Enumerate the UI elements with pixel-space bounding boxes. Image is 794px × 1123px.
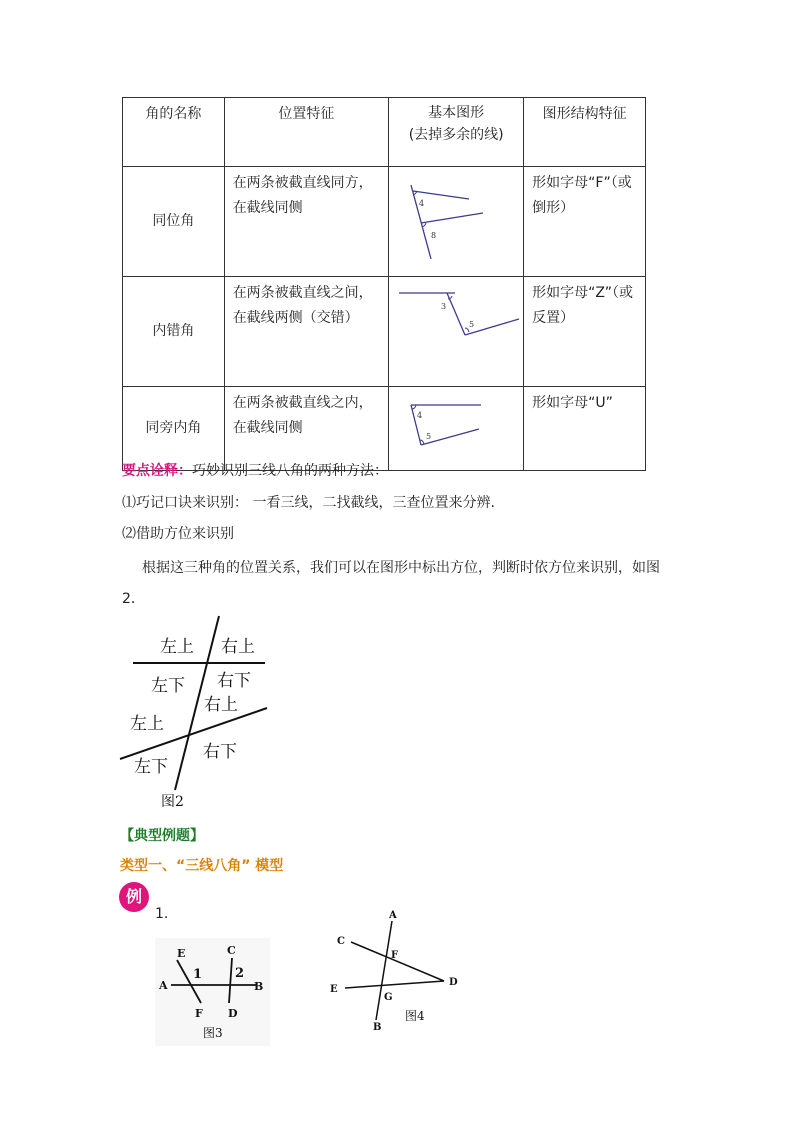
method-1: ⑴巧记口诀来识别： 一看三线，二找截线，三查位置来分辨. <box>122 495 495 511</box>
type1-heading: 类型一、“三线八角” 模型 <box>120 858 284 874</box>
examples-heading: 【典型例题】 <box>120 828 204 844</box>
figure-3 <box>155 938 270 1046</box>
fig2-label: 右上 <box>221 637 255 657</box>
header-position: 位置特征 <box>224 98 388 167</box>
corresponding-angles-figure <box>389 167 523 267</box>
fig2-label: 左下 <box>151 676 185 696</box>
fig4-label: C <box>337 936 345 947</box>
fig3-label: 2 <box>235 966 245 981</box>
fig4-label: E <box>330 984 338 995</box>
row-structure: 形如字母“U” <box>524 387 646 471</box>
fig3-label: F <box>195 1007 203 1020</box>
svg-text:3: 3 <box>441 302 447 311</box>
figure-2 <box>115 612 275 812</box>
svg-text:5: 5 <box>426 432 432 441</box>
angles-table <box>122 97 646 471</box>
fig2-label: 左上 <box>160 637 194 657</box>
row-structure: 形如字母“F”（或倒形） <box>524 167 646 277</box>
svg-text:5: 5 <box>469 320 475 329</box>
fig3-label: E <box>177 947 186 960</box>
figure-4 <box>325 905 465 1035</box>
svg-text:4: 4 <box>417 411 423 420</box>
fig2-label: 左上 <box>130 714 164 734</box>
keypoint-line <box>122 461 388 481</box>
method-2-paragraph: 根据这三种角的位置关系，我们可以在图形中标出方位，判断时依方位来识别，如图2． <box>122 560 660 607</box>
fig2-label: 右下 <box>203 742 237 762</box>
fig3-label: C <box>227 944 236 957</box>
row-structure: 形如字母“Z”（或反置） <box>524 277 646 387</box>
fig4-label: D <box>449 977 458 988</box>
row-figure <box>389 277 524 387</box>
method-2: ⑵借助方位来识别 <box>122 526 234 542</box>
svg-text:4: 4 <box>419 199 425 208</box>
row-name: 同旁内角 <box>123 387 225 471</box>
row-position: 在两条被截直线之内，在截线同侧 <box>224 387 388 471</box>
alternate-angles-figure <box>389 277 523 377</box>
table-row <box>123 387 646 471</box>
fig4-label: G <box>384 992 393 1003</box>
table-row <box>123 277 646 387</box>
fig3-label: B <box>254 980 264 993</box>
fig2-label: 右下 <box>217 671 251 691</box>
fig4-label: B <box>373 1022 382 1033</box>
header-name: 角的名称 <box>123 98 225 167</box>
row-figure <box>389 167 524 277</box>
example-number: 1. <box>155 906 169 922</box>
keypoint-text: 巧妙识别三线八角的两种方法： <box>192 463 388 479</box>
fig3-label: 1 <box>193 967 203 982</box>
example-badge: 例 <box>119 882 149 912</box>
fig4-label: A <box>389 910 397 921</box>
row-name: 内错角 <box>123 277 225 387</box>
fig4-caption: 图4 <box>405 1009 425 1023</box>
fig4-label: F <box>391 950 399 961</box>
row-position: 在两条被截直线之间，在截线两侧（交错） <box>224 277 388 387</box>
fig2-label: 左下 <box>134 757 168 777</box>
fig3-label: D <box>228 1007 238 1020</box>
row-name: 同位角 <box>123 167 225 277</box>
row-position: 在两条被截直线同方，在截线同侧 <box>224 167 388 277</box>
keypoint-label: 要点诠释： <box>122 463 192 479</box>
header-figure: 基本图形 (去掉多余的线) <box>389 98 524 167</box>
interior-angles-figure <box>389 387 523 461</box>
row-figure <box>389 387 524 471</box>
fig2-label: 右上 <box>204 695 238 715</box>
table-row <box>123 167 646 277</box>
header-structure: 图形结构特征 <box>524 98 646 167</box>
fig2-caption: 图2 <box>161 794 184 810</box>
fig3-label: A <box>159 979 168 992</box>
table-header-row <box>123 98 646 167</box>
svg-text:8: 8 <box>431 231 437 240</box>
fig3-caption: 图3 <box>203 1026 223 1040</box>
